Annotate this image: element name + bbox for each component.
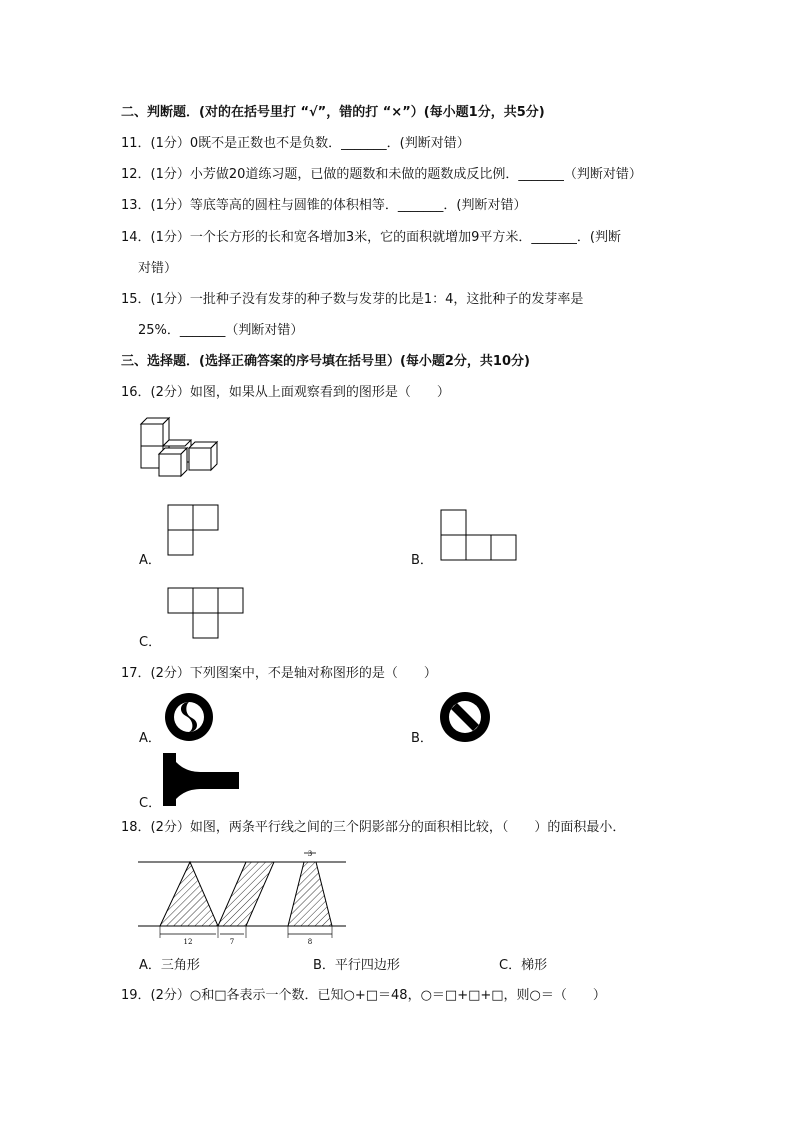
question-11: 11．(1分）0既不是正数也不是负数．_______．(判断对错） bbox=[121, 136, 470, 151]
q18-option-a[interactable]: A．三角形 bbox=[139, 958, 200, 973]
dimension-3-label: 3 bbox=[307, 850, 313, 858]
section-3-heading: 三、选择题．(选择正确答案的序号填在括号里）(每小题2分，共10分) bbox=[121, 354, 530, 369]
q17-option-b-symbol bbox=[439, 691, 491, 743]
question-15-continued: 25%．_______（判断对错） bbox=[138, 323, 304, 338]
q17-option-a-symbol bbox=[164, 692, 214, 742]
q16-option-b[interactable]: B． bbox=[411, 553, 433, 568]
question-15: 15．(1分）一批种子没有发芽的种子数与发芽的比是1：4，这批种子的发芽率是 bbox=[121, 292, 584, 307]
cube-stack-figure bbox=[139, 414, 225, 482]
q18-option-b[interactable]: B．平行四边形 bbox=[313, 958, 400, 973]
section-2-heading: 二、判断题．(对的在括号里打 “√”，错的打 “×”）(每小题1分，共5分) bbox=[121, 105, 545, 120]
question-12: 12．(1分）小芳做20道练习题，已做的题数和未做的题数成反比例．_______（判断对错） bbox=[121, 167, 642, 182]
q18-option-c[interactable]: C．梯形 bbox=[499, 958, 548, 973]
q17-option-a[interactable]: A． bbox=[139, 731, 161, 746]
question-16: 16．(2分）如图，如果从上面观察看到的图形是（ ） bbox=[121, 385, 450, 400]
question-14-continued: 对错） bbox=[138, 261, 178, 276]
question-18: 18．(2分）如图，两条平行线之间的三个阴影部分的面积相比较，（ ）的面积最小． bbox=[121, 820, 626, 835]
dimension-7-label: 7 bbox=[229, 938, 235, 946]
question-14: 14．(1分）一个长方形的长和宽各增加3米，它的面积就增加9平方米．_______．(判断 bbox=[121, 230, 621, 245]
q17-option-b[interactable]: B． bbox=[411, 731, 433, 746]
q16-option-a-figure bbox=[167, 504, 219, 556]
q17-option-c-symbol bbox=[162, 752, 240, 807]
question-19: 19．(2分）○和□各表示一个数．已知○+□＝48，○＝□+□+□，则○＝（ ） bbox=[121, 988, 606, 1003]
dimension-12-label: 12 bbox=[183, 938, 193, 946]
q16-option-c-figure bbox=[167, 587, 244, 639]
q16-option-a[interactable]: A． bbox=[139, 553, 161, 568]
q16-option-c[interactable]: C． bbox=[139, 635, 162, 650]
parallel-lines-figure bbox=[138, 848, 350, 946]
question-17: 17．(2分）下列图案中，不是轴对称图形的是（ ） bbox=[121, 666, 437, 681]
dimension-8-label: 8 bbox=[307, 938, 313, 946]
question-13: 13．(1分）等底等高的圆柱与圆锥的体积相等．_______．(判断对错） bbox=[121, 198, 527, 213]
q17-option-c[interactable]: C． bbox=[139, 796, 162, 811]
q16-option-b-figure bbox=[440, 509, 517, 561]
